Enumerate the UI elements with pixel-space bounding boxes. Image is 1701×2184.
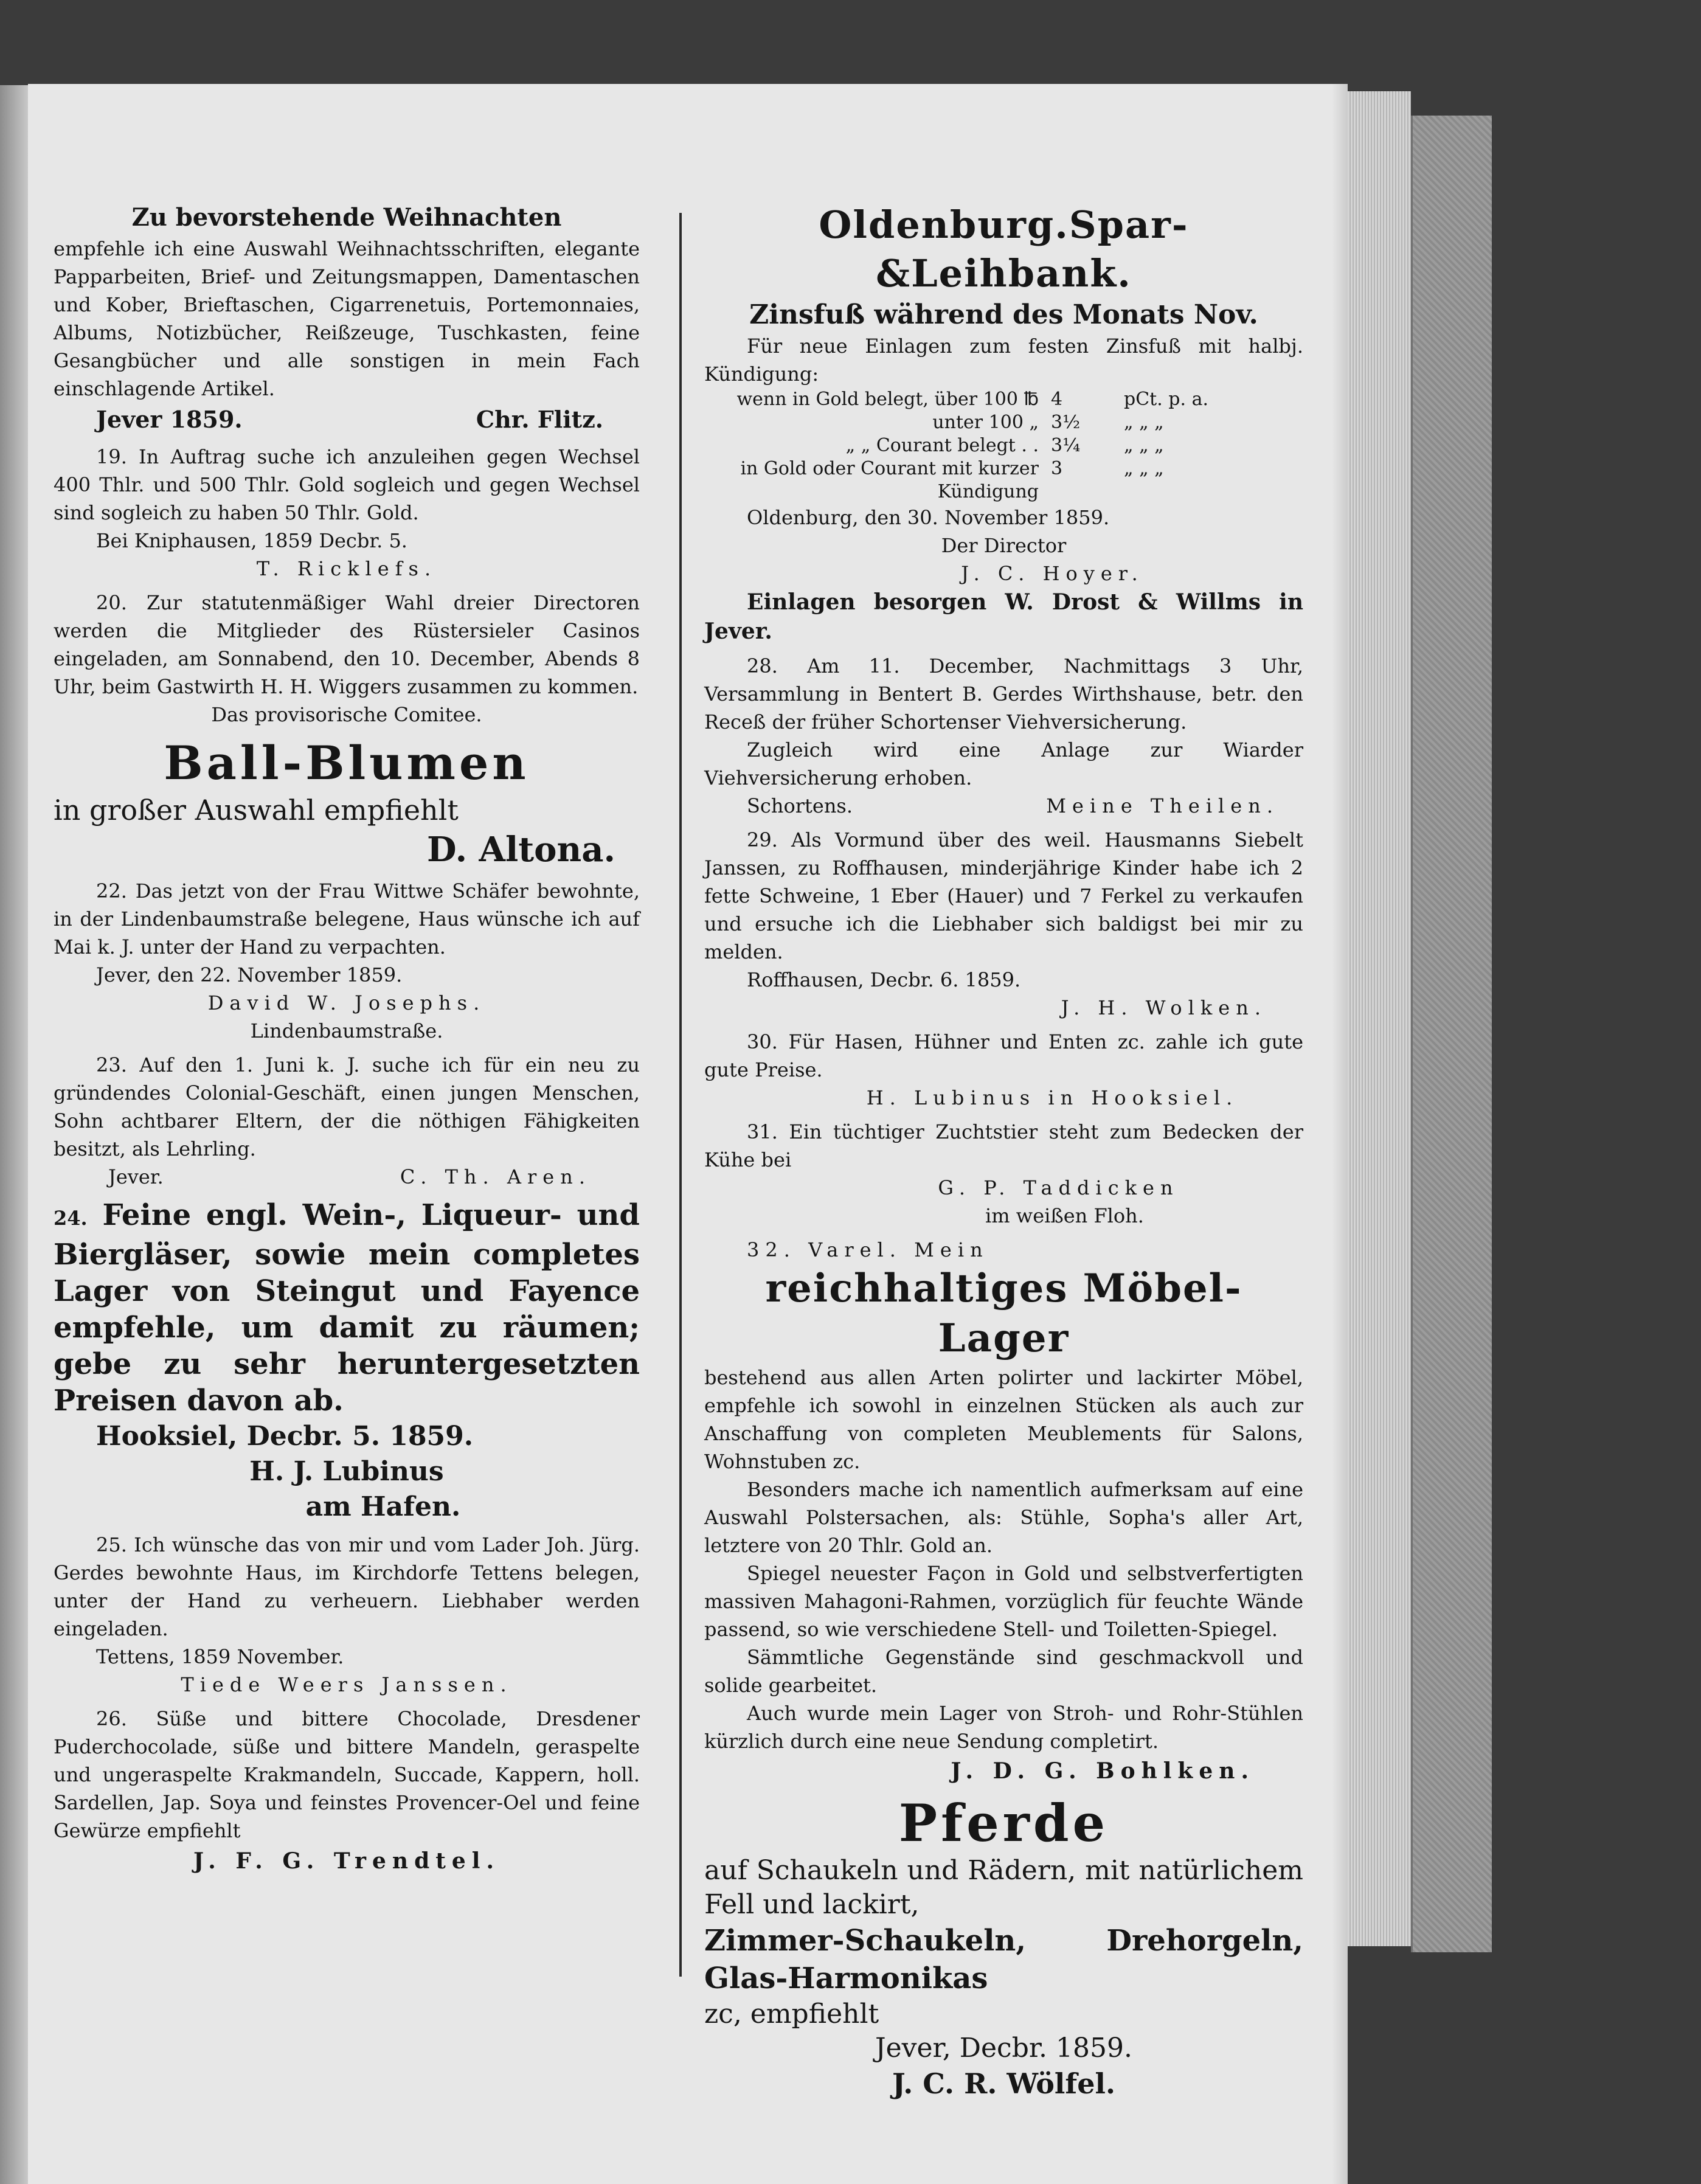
right-column <box>704 201 1303 2108</box>
ad-place: Jever 1859. <box>96 406 243 433</box>
rate-unit: „ „ „ <box>1124 435 1164 456</box>
rate-row <box>704 388 1303 411</box>
ad-body-text: Feine engl. Wein-, Liqueur- und Biergläser, sowie mein completes Lager von Steingut und Fayence empfehle, um damit zu räumen; gebe zu sehr heruntergesetzten Preisen davon ab. <box>54 1198 640 1418</box>
ad-body: empfehle ich eine Auswahl Weihnachtsschriften, elegante Papparbeiten, Brief- und Zeitungsmappen, Damentaschen und Kober, Brieftaschen, Cigarrenetuis, Portemonnaies, Albums, Notizbücher, Reißzeuge, Tuschkasten, feine Gesangbücher und alle sonstigen in mein Fach einschlagende Artikel. <box>54 237 640 400</box>
page-stack-edge <box>1348 91 1411 1946</box>
ad-heading: reichhaltiges Möbel-Lager <box>765 1266 1242 1361</box>
ad-number: 24. <box>54 1207 88 1230</box>
ad-signature-sub: im weißen Floh. <box>985 1204 1144 1227</box>
rate-label: in Gold oder Courant mit kurzer Kündigung <box>740 458 1039 502</box>
rate-unit: „ „ „ <box>1124 458 1164 479</box>
ad-19 <box>54 443 640 583</box>
ad-body: 23. Auf den 1. Juni k. J. suche ich für ein neu zu gründendes Colonial-Geschäft, einen jungen Menschen, Sohn achtbarer Eltern, der die nöthigen Fähigkeiten besitzt, als Lehrling. <box>54 1053 640 1160</box>
ad-30 <box>704 1028 1303 1112</box>
ad-body-end: zc, empfiehlt <box>704 1999 879 2030</box>
ad-body: 28. Am 11. December, Nachmittags 3 Uhr, Versammlung in Bentert B. Gerdes Wirthshause, betr. den Receß der früher Schortenser Viehversicherung. <box>704 654 1303 733</box>
ad-body: 26. Süße und bittere Chocolade, Dresdener Puderchocolade, süße und bittere Mandeln, geraspelte und ungeraspelte Krakmandeln, Succade, Kappern, holl. Sardellen, Jap. Soya und feinstes Provencer-Oel und feine Gewürze empfiehlt <box>54 1707 640 1842</box>
ad-body: 30. Für Hasen, Hühner und Enten zc. zahle ich gute gute Preise. <box>704 1030 1303 1081</box>
ad-body: 19. In Auftrag suche ich anzuleihen gegen Wechsel 400 Thlr. und 500 Thlr. Gold sogleich und gegen Wechsel sind sogleich zu haben 50 Thlr. Gold. <box>54 445 640 524</box>
rate-value: 3 <box>1051 458 1063 479</box>
book-cover <box>1411 116 1492 1952</box>
rate-label: wenn in Gold belegt, über 100 ℔ <box>736 389 1039 410</box>
ad-body: 31. Ein tüchtiger Zuchtstier steht zum Bedecken der Kühe bei <box>704 1120 1303 1171</box>
ad-heading: Ball-Blumen <box>164 736 530 790</box>
ad-28 <box>704 652 1303 820</box>
ad-weihnachten <box>54 201 640 437</box>
ad-signature-sub: Lindenbaumstraße. <box>250 1019 443 1042</box>
ad-signature: J. C. R. Wölfel. <box>892 2067 1115 2100</box>
ad-place: Oldenburg, den 30. November 1859. <box>747 506 1110 529</box>
rate-value: 4 <box>1051 389 1063 410</box>
ad-25 <box>54 1531 640 1699</box>
ad-body: auf Schaukeln und Rädern, mit natürlichem Fell und lackirt, <box>704 1855 1303 1920</box>
ad-footer <box>54 403 640 437</box>
rate-value: 3¼ <box>1051 435 1081 456</box>
ad-20 <box>54 589 640 729</box>
ad-body: 25. Ich wünsche das von mir und vom Lader Joh. Jürg. Gerdes bewohnte Haus, im Kirchdorfe Tettens belegen, unter der Hand zu verheuern. Liebhaber werden eingeladen. <box>54 1533 640 1640</box>
ad-place: Roffhausen, Decbr. 6. 1859. <box>747 968 1021 991</box>
ad-intro: 32. Varel. Mein <box>747 1238 989 1261</box>
ad-footer <box>54 1163 640 1191</box>
ad-signature: D. Altona. <box>427 830 615 870</box>
ad-signature: C. Th. Aren. <box>400 1165 591 1188</box>
ad-signature-title: Der Director <box>941 534 1067 557</box>
ad-body-3: Spiegel neuester Façon in Gold und selbstverfertigten massiven Mahagoni-Rahmen, vorzüglich für feuchte Wände passend, so wie verschiedene Stell- und Toiletten-Spiegel. <box>704 1562 1303 1641</box>
ad-body: bestehend aus allen Arten polirter und lackirter Möbel, empfehle ich sowohl in einzelnen Stücken als auch zur Anschaffung von completen Meublements für Salons, Wohnstuben zc. <box>704 1366 1303 1473</box>
ad-subheading: in großer Auswahl empfiehlt <box>54 794 459 827</box>
ad-place: Hooksiel, Decbr. 5. 1859. <box>96 1421 474 1452</box>
ad-heading: Oldenburg.Spar-&Leihbank. <box>819 203 1189 296</box>
ad-signature: J. D. G. Bohlken. <box>951 1758 1255 1784</box>
page-gutter-shadow <box>1332 84 1348 2184</box>
rate-row <box>704 411 1303 434</box>
ad-body-2: Zugleich wird eine Anlage zur Wiarder Viehversicherung erhoben. <box>704 738 1303 789</box>
ad-signature: T. Ricklefs. <box>256 557 437 580</box>
ad-place: Bei Kniphausen, 1859 Decbr. 5. <box>96 529 407 552</box>
ad-subheading: Zinsfuß während des Monats Nov. <box>749 299 1258 330</box>
ad-place: Tettens, 1859 November. <box>96 1645 344 1668</box>
column-divider <box>679 213 682 1977</box>
ad-place: Jever, Decbr. 1859. <box>875 2033 1132 2064</box>
ad-sparbank <box>704 201 1303 646</box>
ad-signature: Tiede Weers Janssen. <box>181 1673 513 1696</box>
ad-body: 22. Das jetzt von der Frau Wittwe Schäfer bewohnte, in der Lindenbaumstraße belegene, Haus wünsche ich auf Mai k. J. unter der Hand zu verpachten. <box>54 879 640 959</box>
ad-signature: G. P. Taddicken <box>938 1176 1179 1199</box>
ad-signature-sub: am Hafen. <box>305 1491 461 1522</box>
ad-note: Einlagen besorgen W. Drost & Willms in Jever. <box>704 589 1303 644</box>
ad-24 <box>54 1197 640 1525</box>
ad-body-bold: Zimmer-Schaukeln, Drehorgeln, Glas-Harmonikas <box>704 1924 1303 1995</box>
rate-row <box>704 457 1303 504</box>
ad-heading: Pferde <box>898 1793 1109 1853</box>
ad-29 <box>704 826 1303 1022</box>
ad-body-5: Auch wurde mein Lager von Stroh- und Rohr-Stühlen kürzlich durch eine neue Sendung completirt. <box>704 1702 1303 1753</box>
rate-value: 3½ <box>1051 412 1081 433</box>
ad-body-2: Besonders mache ich namentlich aufmerksam auf eine Auswahl Polstersachen, als: Stühle, Sopha's aller Art, letztere von 20 Thlr. Gold an. <box>704 1478 1303 1557</box>
ad-body <box>54 1197 640 1419</box>
ad-signature: Chr. Flitz. <box>476 406 603 433</box>
left-column <box>54 201 640 1884</box>
ad-22 <box>54 877 640 1045</box>
ad-place: Schortens. <box>747 794 853 817</box>
ad-pferde <box>704 1793 1303 2102</box>
ad-signature: H. Lubinus in Hooksiel. <box>866 1086 1239 1109</box>
rate-label: unter 100 „ <box>932 412 1039 433</box>
rate-row <box>704 434 1303 457</box>
ad-signature: J. F. G. Trendtel. <box>193 1848 500 1874</box>
rate-label: „ „ Courant belegt . . <box>845 435 1039 456</box>
ad-signature: J. H. Wolken. <box>1061 996 1267 1019</box>
ad-place: Jever. <box>108 1165 164 1188</box>
ad-place: Jever, den 22. November 1859. <box>96 963 403 986</box>
rate-unit: „ „ „ <box>1124 412 1164 433</box>
left-page-edge <box>0 85 28 2184</box>
ad-signature: Meine Theilen. <box>1046 794 1279 817</box>
ad-26 <box>54 1705 640 1877</box>
ad-heading: Zu bevorstehende Weihnachten <box>131 203 562 232</box>
ad-intro: Für neue Einlagen zum festen Zinsfuß mit halbj. Kündigung: <box>704 335 1303 386</box>
ad-body-4: Sämmtliche Gegenstände sind geschmackvoll und solide gearbeitet. <box>704 1646 1303 1697</box>
ad-footer <box>704 792 1303 820</box>
ad-32 <box>704 1236 1303 1787</box>
ad-31 <box>704 1118 1303 1230</box>
ad-body: 20. Zur statutenmäßiger Wahl dreier Directoren werden die Mitglieder des Rüstersieler Casinos eingeladen, am Sonnabend, den 10. December, Abends 8 Uhr, beim Gastwirth H. H. Wiggers zusammen zu kommen. <box>54 591 640 698</box>
ad-signature: H. J. Lubinus <box>249 1456 444 1487</box>
ad-23 <box>54 1051 640 1191</box>
ad-ball-blumen <box>54 735 640 871</box>
ad-body: 29. Als Vormund über des weil. Hausmanns Siebelt Janssen, zu Roffhausen, minderjährige Kinder habe ich 2 fette Schweine, 1 Eber (Hauer) und 7 Ferkel zu verkaufen und ersuche ich die Liebhaber sich baldigst bei mir zu melden. <box>704 828 1303 963</box>
ad-signature: David W. Josephs. <box>207 991 486 1014</box>
rate-unit: pCt. p. a. <box>1124 389 1208 410</box>
ad-signature: J. C. Hoyer. <box>961 562 1144 585</box>
ad-signature: Das provisorische Comitee. <box>211 703 482 726</box>
